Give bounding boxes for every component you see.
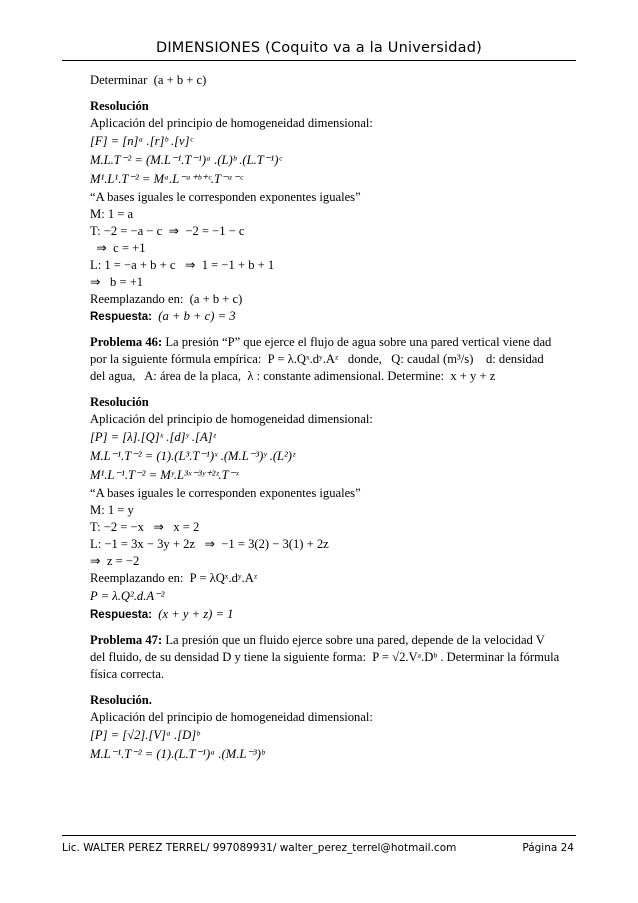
section-heading: Resolución. (90, 693, 152, 707)
section-heading: Resolución (90, 395, 149, 409)
text-line: Aplicación del principio de homogeneidad dimensional: (90, 116, 373, 130)
text-line: ⇒ z = −2 (90, 554, 140, 568)
paragraph-spacer (90, 325, 580, 334)
footer-divider (62, 835, 576, 836)
equation-line: M.L.T⁻² = (M.L⁻¹.T⁻¹)ᵃ .(L)ᵇ .(L.T⁻¹)ᶜ (90, 153, 282, 167)
paragraph-spacer (90, 623, 580, 632)
header-divider (62, 60, 576, 61)
text-line: del agua, A: área de la placa, λ : constante adimensional. Determine: x + y + z (90, 369, 496, 383)
document-body (90, 72, 580, 764)
equation-line: M¹.L⁻¹.T⁻² = Mʸ.L³ˣ⁻³ʸ⁺²ᶻ.T⁻ˣ (90, 468, 239, 482)
answer-value: (x + y + z) = 1 (152, 607, 234, 621)
text-line: ⇒ c = +1 (90, 241, 146, 255)
text-line: del fluido, de su densidad D y tiene la siguiente forma: P = √2.Vᵃ.Dᵇ . Determinar la fórmula (90, 650, 560, 664)
equation-line: P = λ.Q².d.A⁻² (90, 589, 165, 603)
section-heading: Resolución (90, 99, 149, 113)
problem-text: La presión “P” que ejerce el flujo de agua sobre una pared vertical viene dad (162, 335, 552, 349)
text-line: “A bases iguales le corresponden exponentes iguales” (90, 486, 361, 500)
text-line: Reemplazando en: P = λQˣ.dʸ.Aᶻ (90, 571, 258, 585)
text-line: Aplicación del principio de homogeneidad dimensional: (90, 710, 373, 724)
text-line: M: 1 = a (90, 207, 134, 221)
problem-label: Problema 47: (90, 633, 163, 647)
text-line: ⇒ b = +1 (90, 275, 144, 289)
equation-line: [P] = [√2].[V]ᵃ .[D]ᵇ (90, 728, 200, 742)
text-line: M: 1 = y (90, 503, 134, 517)
text-line: T: −2 = −a − c ⇒ −2 = −1 − c (90, 224, 245, 238)
problem-statement (90, 632, 580, 649)
text-line: L: −1 = 3x − 3y + 2z ⇒ −1 = 3(2) − 3(1) + 2z (90, 537, 329, 551)
answer-line (90, 606, 580, 623)
text-line: “A bases iguales le corresponden exponentes iguales” (90, 190, 361, 204)
equation-line: M.L⁻¹.T⁻² = (1).(L³.T⁻¹)ˣ .(M.L⁻³)ʸ .(L²)ᶻ (90, 449, 296, 463)
paragraph-spacer (90, 89, 580, 98)
answer-label: Respuesta: (90, 609, 152, 621)
answer-label: Respuesta: (90, 311, 152, 323)
answer-value: (a + b + c) = 3 (152, 309, 236, 323)
equation-line: M.L⁻¹.T⁻² = (1).(L.T⁻¹)ᵃ .(M.L⁻³)ᵇ (90, 747, 265, 761)
problem-statement (90, 334, 580, 351)
text-line: Aplicación del principio de homogeneidad dimensional: (90, 412, 373, 426)
page-header-title: DIMENSIONES (Coquito va a la Universidad) (155, 40, 483, 56)
text-line: Reemplazando en: (a + b + c) (90, 292, 243, 306)
problem-text: La presión que un fluido ejerce sobre una pared, depende de la velocidad V (162, 633, 545, 647)
problem-label: Problema 46: (90, 335, 163, 349)
paragraph-spacer (90, 385, 580, 394)
equation-line: [F] = [n]ᵃ .[r]ᵇ .[v]ᶜ (90, 134, 193, 148)
text-line: L: 1 = −a + b + c ⇒ 1 = −1 + b + 1 (90, 258, 275, 272)
answer-line (90, 308, 580, 325)
equation-line: [P] = [λ].[Q]ˣ .[d]ʸ .[A]ᶻ (90, 430, 216, 444)
text-line: por la siguiente fórmula empírica: P = λ.Qˣ.dʸ.Aᶻ donde, Q: caudal (m³/s) d: densidad (90, 352, 544, 366)
text-line: física correcta. (90, 667, 165, 681)
paragraph-spacer (90, 683, 580, 692)
equation-line: M¹.L¹.T⁻² = Mᵃ.L⁻ᵃ⁺ᵇ⁺ᶜ.T⁻ᵃ⁻ᶜ (90, 172, 243, 186)
text-line: Determinar (a + b + c) (90, 73, 207, 87)
footer-page-number: Página 24 (522, 842, 574, 854)
text-line: T: −2 = −x ⇒ x = 2 (90, 520, 200, 534)
footer-author-contact: Lic. WALTER PEREZ TERREL/ 997089931/ walter_perez_terrel@hotmail.com (62, 842, 457, 854)
